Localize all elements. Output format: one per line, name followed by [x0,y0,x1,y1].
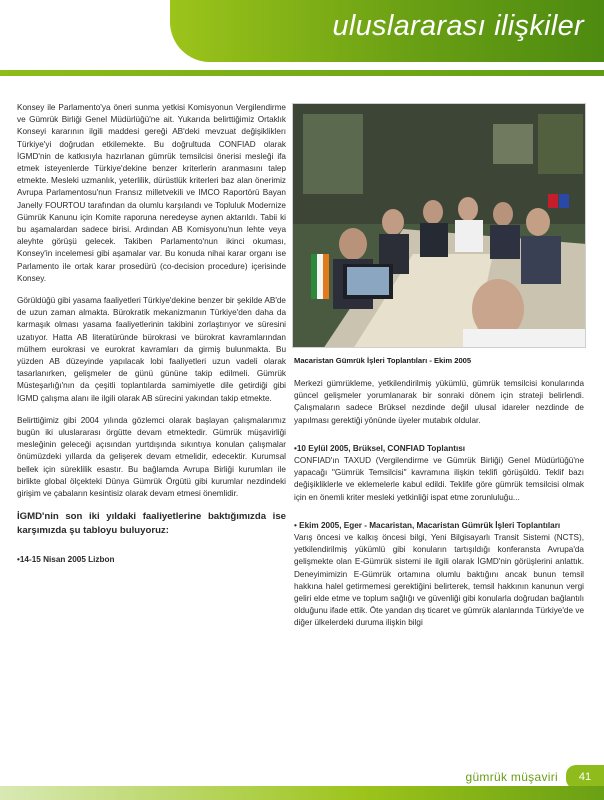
body-paragraph-3: Belirttiğimiz gibi 2004 yılında gözlemci olarak başlayan çalışmalarımız bugün iki uluslararası örgütte devam etmektedir. Gümrük müşavirliği mesleğinin geleceği açısından yurtdışında sıkıntıya konulan çalışmalar önümüzdeki yıllarda da gelişerek devam etmelidir, edecektir. Kurumsal bellek için süreklilik esastır. Bu bağlamda Avrupa Birliği kurumları ile birlikte global ölçekteki Dünya Gümrük Örgütü gibi kurumlar nezdindeki girişim ve çabaların kesintisiz olarak devam etmesi önemlidir. [17,415,286,499]
meeting-photo [292,103,586,348]
meeting-photo-image [293,104,586,348]
body-paragraph-2: Görüldüğü gibi yasama faaliyetleri Türkiye'dekine benzer bir şekilde AB'de de uzun zaman almakta. Bürokratik mekanizmanın Türkiye'den daha da karmaşık olması yasama faaliyetlerinin takibini zorlaştırıyor ve süresini uzatıyor. Hatta AB literatüründe bürokrasi ve bürokrat kavramlarından mülhem eurokrasi ve eurokrat kavramları da girmiş bulunmakta. Bu yüzden AB düzeyinde yapılacak lobi faaliyetleri uzun vadeli olarak tasarlanırken, gelişmeler de günü gününe takip edilmeli. Gümrük Müsteşarlığı'nın da çeşitli toplantılarda samimiyetle dile getirdiği gibi İGMD çalışma alanı ile ilgili olarak AB sürecini yakından takip etmekte. [17,296,286,403]
section-brussels-title: •10 Eylül 2005, Brüksel, CONFIAD Toplantısı [294,443,466,453]
right-intro-paragraph: Merkezi gümrükleme, yetkilendirilmiş yükümlü, gümrük temsilcisi konularında güncel gelişmeler yorumlanarak bir sonraki dönem için strateji belirlendi. Çalışmaların sadece Brüksel nezdinde değil ulusal idareler nezdinde de yapılması gerektiği yönünde üyeler mutabık oldular. [294,379,584,425]
magazine-brand: gümrük müşaviri [465,770,558,784]
page-section-title: uluslararası ilişkiler [332,10,584,42]
footer-bar [0,786,604,800]
right-column [294,378,584,640]
section-hungary-body: Varış öncesi ve kalkış öncesi bilgi, Yeni Bilgisayarlı Transit Sistemi (NCTS), yetkilendirilmiş yükümlü gibi konuların tartışıldığı konferansta Avrupa'da gelişmekte olan E-Gümrük sistemi ile ilgili olarak İGMD'nin görüşlerini anlattık. Deneyimimizin E-Gümrük ortamına olumlu baktığını ancak bunun temsil hakkına halel getirmemesi gerektiğini belirterek, temsil hakkının kanunun vergi geliri elde etme ve toplum sağlığı ve güvenliği gibi konularla doğrudan bağlantılı olduğunu ifade ettik. Öte yandan dış ticaret ve gümrük alanlarında Türkiye'de ve diğer ülkelerdeki duruma ilişkin bilgi [294,533,584,628]
activities-heading: İGMD'nin son iki yıldaki faaliyetlerine baktığımızda ise karşımızda şu tabloyu buluyoruz: [17,511,286,537]
section-hungary-title: • Ekim 2005, Eger - Macaristan, Macaristan Gümrük İşleri Toplantıları [294,520,561,530]
body-paragraph-1: Konsey ile Parlamento'ya öneri sunma yetkisi Komisyonun Vergilendirme ve Gümrük Birliği Genel Müdürlüğü'ne ait. Yukarıda belirttiğimiz Ortaklık Konseyi kararının ilgili maddesi gereği AB'deki mevzuat değişikliklerı Türkiye'yi doğrudan etkilemekte. Bu doğrultuda CONFIAD olarak İGMD'nin de katkısıyla hazırlanan gümrük temsilcisi önerisi mesleği ifa etmek isteyenlerde Türkiye'dekine benzer kriterlerin aranmasını talep etmekte. Mesleki uzmanlık, yeterlilik, dürüstlük kriterleri baz alan önerimiz Avrupa Parlamentosu'nun Fransız milletvekili ve IMCO Raportörü Bayan Janelly FOURTOU tarafından da olumlu karşılandı ve Topluluk Modernize Gümrük Kanunu için Komite raporuna neredeyse aynen aktarıldı. Tabii ki bu aşamalardan sadece birisi. Ardından AB Komisyonu'nun lehte veya aleyhte görüşü gelecek. Takiben Parlamento'nun ikinci okuması, Konsey'in incelemesi gibi aşamalar var. Bu konuda nihai karar organı ise Parlamento ile ortak karar prosedürü (co-decision procedure) içerisinde Konsey. [17,103,286,283]
event-bullet-lizbon: •14-15 Nisan 2005 Lizbon [17,555,115,565]
header-band [170,0,604,62]
header-divider [0,70,604,76]
left-column [17,102,286,567]
photo-caption: Macaristan Gümrük İşleri Toplantıları - Ekim 2005 [294,356,472,365]
page-number: 41 [566,765,604,789]
section-brussels-body: CONFIAD'ın TAXUD (Vergilendirme ve Gümrük Birliği) Genel Müdürlüğü'ne yapacağı "Gümrük Temsilcisi" kavramına ilişkin teklifi görüşüldü. Teklif bazı değişikliklerle ve eklemelerle kabul edildi. Teklife göre gümrük temsilcisi olmak için en önemli kriter mesleki yetkinliği ispat etme zorunluluğu... [294,456,584,502]
